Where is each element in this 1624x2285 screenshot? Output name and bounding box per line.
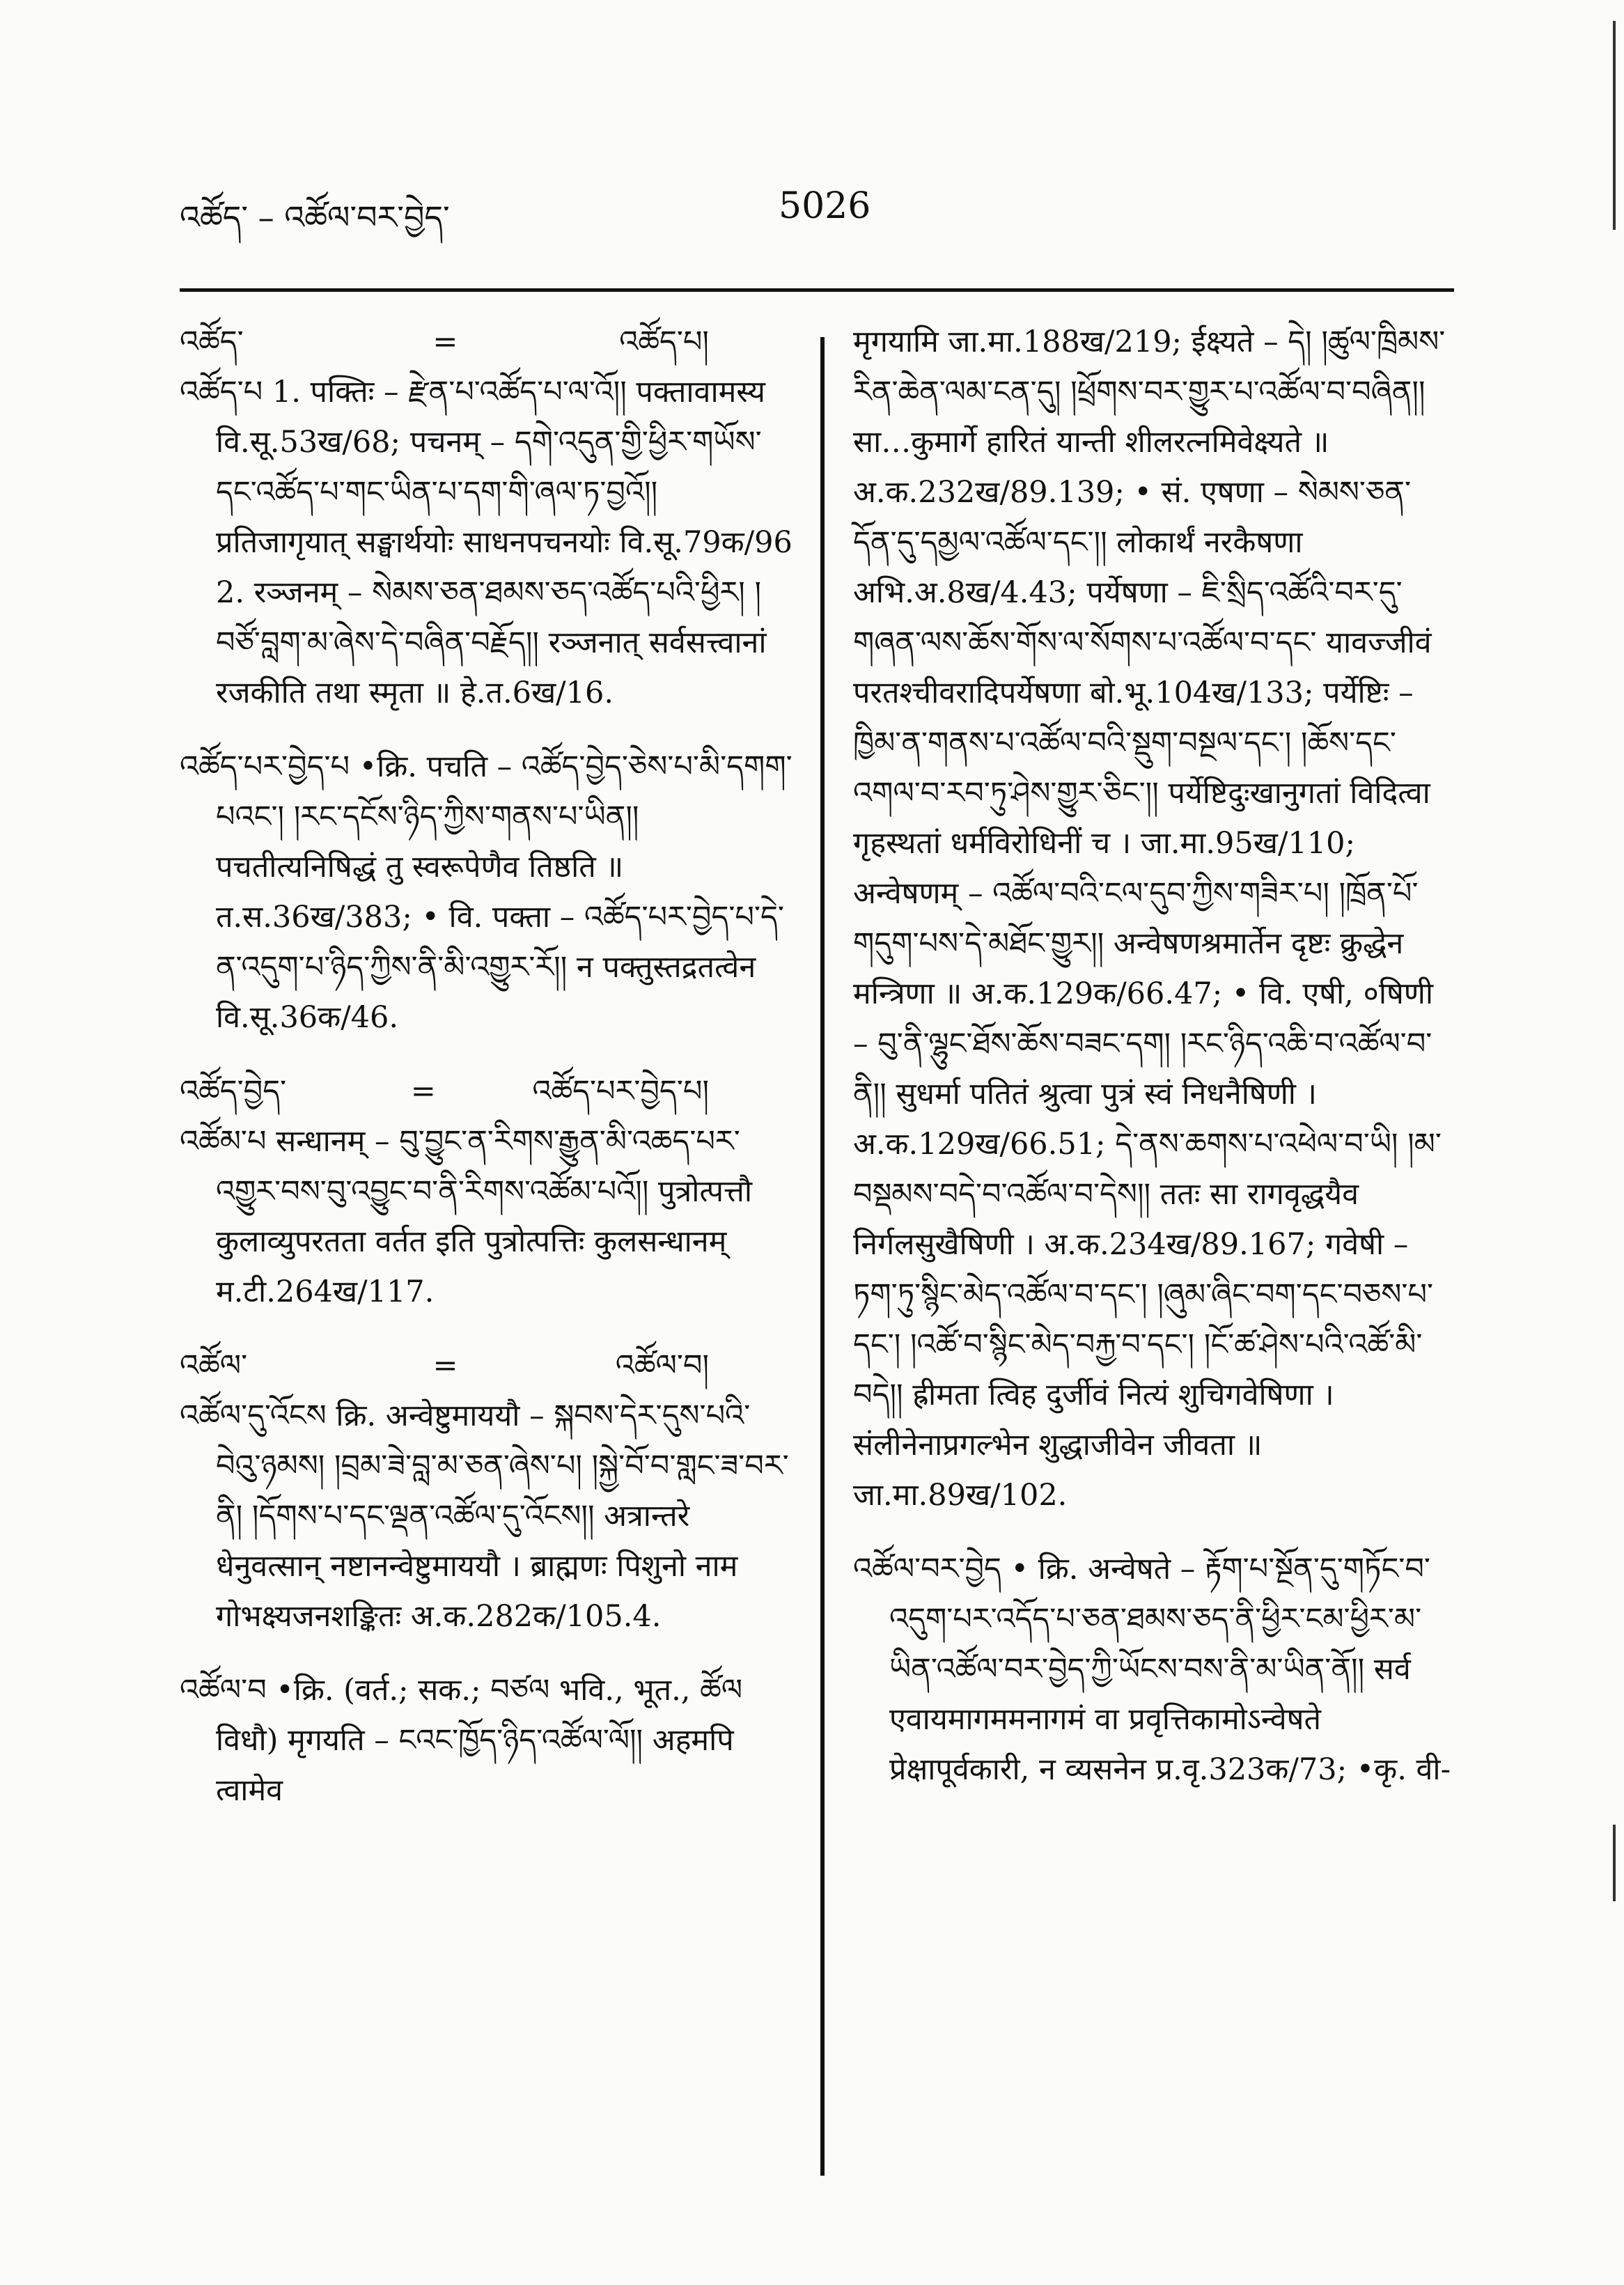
dictionary-entry: འཚོད་པ 1. पक्तिः – རྫེན་པ་འཚོད་པ་ལ་འོ།། पक्तावामस्य वि.सू.53ख/68; पचनम् – དགེ་འདུན་གྱི་ཕྱིར་གཡོས་དང་འཚོད་པ་གང་ཡིན་པ་དག་གི་ཞལ་ཏ་བྱའོ།། प्रतिजागृयात् सङ्घार्थयोः साधनपचनयोः वि.सू.79क/96 2. रञ्जनम् – སེམས་ཅན་ཐམས་ཅད་འཚོད་པའི་ཕྱིར། །བཙོ་བླག་མ་ཞེས་དེ་བཞིན་བརྗོད།། रञ्जनात् सर्वसत्त्वानां रजकीति तथा स्मृता ॥ हे.त.6ख/16.	[180, 375, 793, 710]
cross-ref-target: འཚོད་པར་བྱེད་པ།	[532, 1074, 709, 1109]
header-rule	[180, 288, 1454, 292]
left-column	[180, 317, 793, 1839]
cross-reference	[180, 317, 793, 367]
dictionary-entry: འཚོམ་པ सन्धानम् – བུ་བྱུང་ན་རིགས་རྒྱུན་མི་འཆད་པར་འགྱུར་བས་བུ་འབྱུང་བ་ནི་རིགས་འཚོམ་པའོ།། पुत्रोत्पत्तौ कुलाव्युपरतता वर्तत इति पुत्रोत्पत्तिः कुलसन्धानम् म.टी.264ख/117.	[180, 1124, 752, 1309]
entry-continuation: मृगयामि जा.मा.188ख/219; ईक्ष्यते – དེ། །ཚུལ་ཁྲིམས་རིན་ཆེན་ལམ་ངན་དུ། །ཕྲོགས་བར་གྱུར་པ་འཚོལ་བ་བཞིན།། सा…कुमार्गे हारितं यान्ती शीलरत्नमिवेक्ष्यते ॥ अ.क.232ख/89.139; • सं. एषणा – སེམས་ཅན་དོན་དུ་དམྱལ་འཚོལ་དང་།། लोकार्थं नरकैषणा अभि.अ.8ख/4.43; पर्येषणा – ཇི་སྲིད་འཚོའི་བར་དུ་གཞན་ལས་ཆོས་གོས་ལ་སོགས་པ་འཚོལ་བ་དང་ यावज्जीवं परतश्चीवरादिपर्येषणा बो.भू.104ख/133; पर्येष्टिः – ཁྱིམ་ན་གནས་པ་འཚོལ་བའི་སྡུག་བསྔལ་དང་། །ཆོས་དང་འགལ་བ་རབ་ཏུ་ཤེས་གྱུར་ཅིང་།། पर्येष्टिदुःखानुगतां विदित्वा गृहस्थतां धर्मविरोधिनीं च । जा.मा.95ख/110; अन्वेषणम् – འཚོལ་བའི་ངལ་དུབ་ཀྱིས་གཟིར་པ། །ཁྲོན་པོ་གདུག་པས་དེ་མཐོང་གྱུར།། अन्वेषणश्रमार्तेन दृष्टः क्रुद्धेन मन्त्रिणा ॥ अ.क.129क/66.47; • वि. एषी, ०षिणी – བུ་ནི་ལྷུང་ཐོས་ཆོས་བཟང་དག། །རང་ཉིད་འཆི་བ་འཚོལ་བ་ནི།། सुधर्मा पतितं श्रुत्वा पुत्रं स्वं निधनैषिणी । अ.क.129ख/66.51; དེ་ནས་ཆགས་པ་འཕེལ་བ་ཡི། །མ་བསྡམས་བདེ་བ་འཚོལ་བ་དེས།། ततः सा रागवृद्धयैव निर्गलसुखैषिणी । अ.क.234ख/89.167; गवेषी – ཏག་ཏུ་སྙིང་མེད་འཚོལ་བ་དང་། །ཞུམ་ཞིང་བག་དང་བཅས་པ་དང་། །འཚོ་བ་སྙིང་མེད་བརྐྱ་བ་དང་། །ངོ་ཚ་ཤེས་པའི་འཚོ་མི་བདེ།། ह्रीमता त्विह दुर्जीवं नित्यं शुचिगवेषिणा । संलीनेनाप्रगल्भेन शुद्धाजीवेन जीवता ॥ जा.मा.89ख/102.	[853, 325, 1446, 1513]
scan-margin-mark	[1613, 1825, 1616, 1901]
dictionary-entry: འཚོལ་བར་བྱེད • क्रि. अन्वेषते – རྟོག་པ་སྔོན་དུ་གཏོང་བ་འདུག་པར་འདོད་པ་ཅན་ཐམས་ཅད་ནི་ཕྱིར་ངམ་ཕྱིར་མ་ཡིན་འཚོལ་བར་བྱེད་ཀྱི་ཡོངས་བས་ནི་མ་ཡིན་ནོ།། सर्व एवायमागममनागमं वा प्रवृत्तिकामोऽन्वेषते प्रेक्षापूर्वकारी, न व्यसनेन प्र.वृ.323क/73; •कृ. वी-	[853, 1552, 1451, 1787]
cross-ref-target: འཚོལ་བ།	[615, 1348, 709, 1383]
cross-reference	[180, 1066, 793, 1116]
cross-ref-equals: =	[410, 1074, 436, 1109]
cross-ref-target: འཚོད་པ།	[619, 325, 709, 359]
cross-ref-equals: =	[432, 1348, 458, 1383]
dictionary-entry: འཚོལ་དུ་འོངས क्रि. अन्वेष्टुमाययौ – སྐབས་དེར་དུས་པའི་བེའུ་ཉམས། །བྲམ་ཟེ་བླ་མ་ཅན་ཞེས་པ། །སྐྱེ་བོ་བ་གླང་ཟ་བར་ནི། །དོགས་པ་དང་ལྡན་འཚོལ་དུ་འོངས།། अत्रान्तरे धेनुवत्सान् नष्टानन्वेष्टुमाययौ । ब्राह्मणः पिशुनो नाम गोभक्ष्यजनशङ्कितः अ.क.282क/105.4.	[180, 1398, 789, 1634]
column-divider	[820, 337, 825, 2176]
cross-reference	[180, 1341, 793, 1391]
cross-ref-headword: འཚོད་	[180, 325, 244, 359]
cross-ref-headword: འཚོད་བྱེད་	[180, 1074, 287, 1109]
scan-margin-mark	[1613, 21, 1616, 230]
page-header-title: འཚོད་ – འཚོལ་བར་བྱེད་	[180, 198, 450, 236]
cross-ref-headword: འཚོལ་	[180, 1348, 248, 1383]
dictionary-entry: འཚོལ་བ •क्रि. (वर्त.; सक.; བཙལ भवि., भूत., ཚོལ विधौ) मृगयति – ངའང་ཁྱོད་ཉིད་འཚོལ་ལོ།། अहमपि त्वामेव	[180, 1673, 743, 1808]
dictionary-entry: འཚོད་པར་བྱེད་པ •क्रि. पचति – འཚོད་བྱེད་ཅེས་པ་མི་དགག་པའང་། །རང་དངོས་ཉིད་ཀྱིས་གནས་པ་ཡིན།། पचतीत्यनिषिद्धं तु स्वरूपेणैव तिष्ठति ॥ त.स.36ख/383; • वि. पक्ता – འཚོད་པར་བྱེད་པ་དེ་ན་འདུག་པ་ཉིད་ཀྱིས་ནི་མི་འགྱུར་རོ།། न पक्तुस्तद्रतत्वेन वि.सू.36क/46.	[180, 749, 793, 1035]
right-column	[853, 317, 1452, 1818]
cross-ref-equals: =	[432, 325, 458, 359]
page-number: 5026	[779, 185, 871, 227]
